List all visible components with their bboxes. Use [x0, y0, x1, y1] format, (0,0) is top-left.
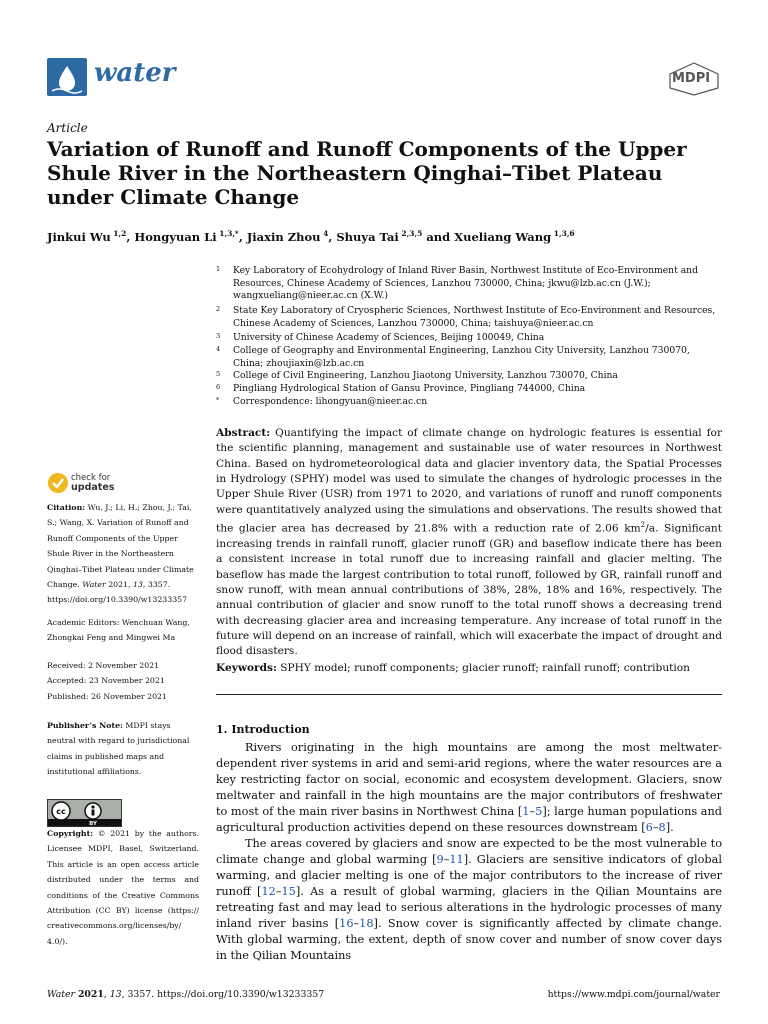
author-affiliation-sup: 1,3,*	[216, 229, 239, 238]
cc-by-icon	[48, 800, 121, 826]
paragraph-text: –	[275, 884, 282, 898]
citation-journal: Water	[82, 580, 106, 590]
journal-logo	[47, 58, 87, 96]
paragraph-text: –	[652, 820, 659, 834]
affiliation-text: College of Civil Engineering, Lanzhou Jiaotong University, Lanzhou 730070, China	[233, 370, 618, 381]
citation-year: 2021	[108, 580, 129, 590]
citation-text: Wu, J.; Li, H.; Zhou, J.; Tai, S.; Wang, X. Variation of Runoff and Runoff Components of the Upper Shule River in the Northeastern Qinghai–Tibet Plateau under Climate Change.	[47, 503, 194, 590]
copyright-text: © 2021 by the authors. Licensee MDPI, Basel, Switzerland. This article is an open access article distributed under the terms and conditions of the Creative Commons Attribution (CC BY) license (https:// creativecommons.org/licenses/by/ 4.0/).	[47, 829, 199, 946]
footer-journal-url[interactable]: https://www.mdpi.com/journal/water	[547, 989, 720, 1000]
check-line1: check for	[71, 473, 111, 483]
affiliation-item	[216, 332, 716, 345]
author-separator: ,	[126, 229, 135, 244]
paragraph-text: The areas covered by glaciers and snow are expected to be the most vulnerable to climate change and global warming [	[216, 837, 722, 866]
affiliation-text: State Key Laboratory of Cryospheric Sciences, Northwest Institute of Eco-Environment and Resources, Chinese Academy of Sciences, Lanzhou 730000, China; taishuya@nieer.ac.cn	[233, 305, 716, 329]
author-separator: ,	[238, 229, 247, 244]
author-affiliation-sup: 2,3,5	[398, 229, 423, 238]
citation-doi-link[interactable]: https://doi.org/10.3390/w13233357	[47, 595, 188, 605]
affiliation-number: 5	[216, 370, 221, 378]
citation-block: Citation: Wu, J.; Li, H.; Zhou, J.; Tai, S.; Wang, X. Variation of Runoff and Runoff Components of the Upper Shule River in the Northeastern Qinghai–Tibet Plateau under Climate Change. Water 2021, 13, 3357. https://doi.org/10.3390/w13233357	[47, 503, 194, 605]
author-affiliation-sup: 1,3,6	[551, 229, 575, 238]
author-name[interactable]: Hongyuan Li	[134, 229, 217, 244]
citation-link[interactable]: 12	[261, 884, 276, 898]
keywords	[216, 662, 722, 674]
affiliation-number: 1	[216, 265, 221, 273]
publisher-name: MDPI	[672, 71, 711, 86]
citation-link[interactable]: 1	[522, 804, 530, 818]
dates-block	[47, 658, 199, 704]
published-date: Published: 26 November 2021	[47, 691, 167, 701]
check-updates-icon	[47, 472, 69, 494]
author-list	[47, 229, 575, 244]
publisher-note-text: MDPI stays neutral with regard to jurisdictional claims in published maps and institutional affiliations.	[47, 721, 190, 777]
article-type: Article	[47, 121, 88, 135]
citation-link[interactable]: 15	[281, 884, 296, 898]
publisher-note-label: Publisher’s Note:	[47, 721, 123, 730]
footer-journal: Water	[47, 989, 75, 1000]
affiliation-text: Key Laboratory of Ecohydrology of Inland River Basin, Northwest Institute of Eco-Environment and Resources, Chinese Academy of Sciences, Lanzhou 730000, China; jkwu@lzb.ac.cn (J.W.); wangxueliang@nieer.ac.cn (X.W.)	[233, 265, 698, 301]
article-title: Variation of Runoff and Runoff Components of the Upper Shule River in the Northeastern Qinghai–Tibet Plateau under Climate Change	[47, 137, 687, 209]
affiliation-item	[216, 370, 716, 383]
divider	[216, 694, 722, 695]
affiliation-number: 4	[216, 345, 221, 353]
citation-link[interactable]: 6	[645, 820, 653, 834]
citation-volume: 13	[133, 580, 143, 590]
affiliation-number: *	[216, 396, 220, 404]
author-affiliation-sup: 1,2	[110, 229, 127, 238]
publisher-note	[47, 718, 199, 780]
intro-paragraph-2	[216, 836, 722, 964]
paragraph-text: ]. As a result of global warming, glaciers in the Qilian Mountains are retreating fast and may lead to serious alterations in the hydrologic processes of many inland river basins [	[216, 884, 722, 930]
citation-link[interactable]: 5	[535, 804, 543, 818]
affiliation-text: Correspondence: lihongyuan@nieer.ac.cn	[233, 396, 428, 407]
publisher-logo[interactable]	[668, 62, 720, 96]
citation-link[interactable]: 16	[339, 916, 354, 930]
keywords-label: Keywords:	[216, 662, 277, 674]
footer-year: 2021	[77, 989, 104, 1000]
author-name[interactable]: Xueliang Wang	[454, 229, 552, 244]
intro-paragraph-1	[216, 740, 722, 836]
author-name[interactable]: Jinkui Wu	[47, 229, 111, 244]
paragraph-text: –	[443, 852, 450, 866]
author-affiliation-sup: 4	[320, 229, 329, 238]
received-date: Received: 2 November 2021	[47, 661, 160, 670]
citation-link[interactable]: 11	[449, 852, 464, 866]
journal-name[interactable]: water	[94, 58, 176, 88]
affiliation-number: 6	[216, 383, 221, 391]
svg-text:BY: BY	[89, 821, 97, 826]
affiliation-item	[216, 383, 716, 396]
paragraph-text: ].	[665, 820, 674, 834]
paragraph-text: ]; large human populations and agricultural production activities depend on these resources downstream [	[216, 804, 723, 834]
footer-citation: Water 2021, 13, 3357. https://doi.org/10.3390/w13233357	[47, 989, 325, 1000]
footer-volume: 13	[109, 989, 122, 1000]
paragraph-text: Rivers originating in the high mountains are among the most meltwater-dependent river systems in arid and semi-arid regions, where the water resources are a key restricting factor on social, economic and ecosystem development. Glaciers, snow meltwater and rainfall in the high mountains are the major contributors of freshwater to most of the main river basins in Northwest China [	[216, 741, 722, 818]
author-separator: ,	[328, 229, 337, 244]
footer-doi[interactable]: , 3357. https://doi.org/10.3390/w13233357	[121, 989, 325, 1000]
check-for-updates-text[interactable]	[71, 473, 114, 493]
accepted-date: Accepted: 23 November 2021	[47, 676, 165, 686]
abstract	[216, 426, 722, 660]
keywords-text: SPHY model; runoff components; glacier runoff; rainfall runoff; contribution	[280, 662, 690, 674]
affiliation-item	[216, 345, 716, 370]
citation-pages: , 3357.	[142, 580, 171, 590]
section-heading: 1. Introduction	[216, 723, 310, 736]
water-drop-icon	[47, 58, 87, 96]
author-name[interactable]: Jiaxin Zhou	[246, 229, 321, 244]
abstract-text-a: Quantifying the impact of climate change on hydrologic features is essential for the scientific planning, management and sustainable use of water resources in Northwest China. Based on hydrometeorological data and glacier inventory data, the Spatial Processes in Hydrology (SPHY) model was used to simulate the changes of hydrologic processes in the Upper Shule River (USR) from 1971 to 2020, and variations of runoff and runoff components were quantitatively analyzed using the simulations and observations. The results showed that the glacier area has decreased by 21.8% with a reduction rate of 2.06 km	[216, 427, 723, 535]
paragraph-text: –	[353, 916, 360, 930]
paragraph-text: ]. Snow cover is significantly affected by climate change. With global warming, the extent, depth of snow cover and number of snow cover days in the Qilian Mountains	[216, 916, 722, 962]
paragraph-text: ]. Glaciers are sensitive indicators of global warming, and glacier melting is one of the major contributors to the increase of river runoff [	[216, 852, 722, 898]
citation-label: Citation:	[47, 503, 86, 512]
affiliation-number: 2	[216, 305, 221, 313]
copyright-block	[47, 826, 199, 949]
author-separator: and	[422, 229, 455, 244]
citation-link[interactable]: 9	[436, 852, 444, 866]
affiliation-text: Pingliang Hydrological Station of Gansu Province, Pingliang 744000, China	[233, 383, 586, 394]
affiliation-item	[216, 305, 716, 330]
abstract-label: Abstract:	[216, 427, 271, 439]
author-name[interactable]: Shuya Tai	[336, 229, 399, 244]
check-line2: updates	[71, 482, 115, 493]
affiliation-item	[216, 265, 716, 303]
citation-link[interactable]: 18	[359, 916, 374, 930]
svg-text:cc: cc	[56, 807, 66, 816]
affiliation-text: College of Geography and Environmental Engineering, Lanzhou City University, Lanzhou 730070, China; zhoujiaxin@lzb.ac.cn	[233, 345, 690, 369]
cc-by-license-badge[interactable]	[47, 799, 122, 827]
affiliation-item	[216, 396, 716, 409]
copyright-label: Copyright:	[47, 829, 94, 838]
citation-link[interactable]: 8	[658, 820, 666, 834]
affiliation-text: University of Chinese Academy of Sciences, Beijing 100049, China	[233, 332, 545, 343]
affiliation-number: 3	[216, 332, 221, 340]
abstract-text-b: /a. Significant increasing trends in rainfall runoff, glacier runoff (GR) and baseflow indicate there has been a consistent increase in total runoff due to increasing rainfall and glacier melting. The baseflow has made the largest contribution to total runoff, followed by GR, rainfall runoff and snow runoff, with mean annual contributions of 38%, 28%, 18% and 16%, respectively. The annual contribution of glacier and snow runoff to the total runoff shows a decreasing trend with decreasing glacier area and increasing temperature. Any increase of total runoff in the future will depend on an increase of rainfall, which will exacerbate the impact of drought and flood disasters.	[216, 522, 722, 658]
academic-editors: Academic Editors: Wenchuan Wang, Zhongkai Feng and Mingwei Ma	[47, 618, 190, 643]
abstract-sup: 2	[640, 521, 646, 530]
paragraph-text: –	[529, 804, 536, 818]
